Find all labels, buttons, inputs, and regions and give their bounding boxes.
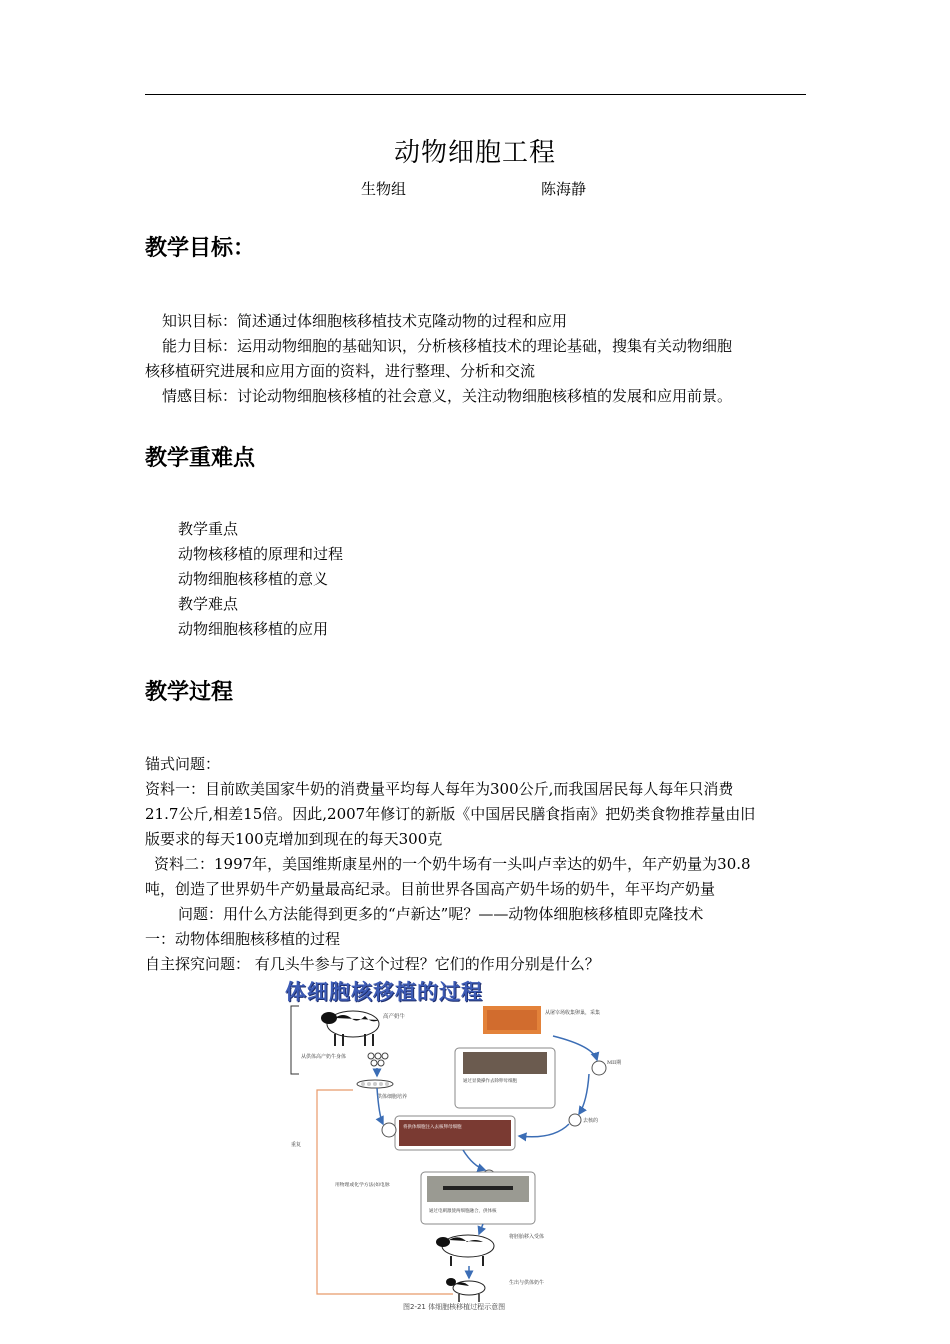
author-group: 生物组 — [361, 180, 407, 198]
keypoint-item: 教学难点 — [178, 595, 239, 613]
calf-icon — [446, 1278, 485, 1302]
header-rule — [145, 94, 806, 95]
arrow-shape — [519, 1124, 569, 1137]
objectives-heading: 教学目标： — [145, 236, 256, 261]
nuclear-transfer-figure — [283, 976, 623, 1316]
objective-ability-cont: 核移植研究进展和应用方面的资料，进行整理、分析和交流 — [145, 362, 536, 380]
culture-dish-icon — [357, 1080, 393, 1088]
label-transfer: 将胚胎移入受体 — [509, 1234, 545, 1240]
label-inject: 将供体细胞注入去核卵母细胞 — [403, 1125, 462, 1130]
author-name: 陈海静 — [541, 180, 587, 198]
label-oocyte-source: 从屠宰场收集卵巢，采集 — [545, 1010, 601, 1016]
process-line: 资料二：1997年，美国维斯康星州的一个奶牛场有一头叫卢幸达的奶牛，年产奶量为30.8 — [154, 855, 751, 873]
objective-ability: 能力目标：运用动物细胞的基础知识，分析核移植技术的理论基础，搜集有关动物细胞 — [162, 337, 733, 355]
label-side-note: 重复 — [291, 1142, 302, 1148]
enucleation-photo — [463, 1052, 547, 1074]
bracket-shape — [291, 1006, 299, 1074]
process-line: 自主探究问题： 有几头牛参与了这个过程？它们的作用分别是什么？ — [145, 955, 600, 973]
process-line: 吨，创造了世界奶牛产奶量最高纪录。目前世界各国高产奶牛场的奶牛，年平均产奶量 — [145, 880, 716, 898]
process-line: 版要求的每天100克增加到现在的每天300克 — [145, 830, 443, 848]
figure-caption: 图2-21 体细胞核移植过程示意图 — [403, 1303, 506, 1311]
donor-cells-icon — [368, 1053, 388, 1066]
keypoint-item: 动物核移植的原理和过程 — [178, 545, 344, 563]
mii-oocyte-icon — [592, 1061, 606, 1075]
process-heading: 教学过程 — [145, 680, 234, 705]
process-line: 资料一：目前欧美国家牛奶的消费量平均每人每年为300公斤,而我国居民每人每年只消费 — [145, 780, 734, 798]
keypoint-item: 教学重点 — [178, 520, 239, 538]
objectives-block — [145, 309, 810, 409]
label-calf: 生出与供体奶牛 — [509, 1280, 545, 1286]
arrow-shape — [479, 1224, 483, 1234]
label-enucleated: 去核的 — [583, 1118, 599, 1124]
figure-diagram — [283, 976, 623, 1316]
label-donor-cells: 从供体高产奶牛身体 — [301, 1054, 347, 1060]
arrow-shape — [553, 1036, 597, 1060]
injection-photo — [399, 1120, 511, 1146]
process-line: 锚式问题： — [145, 755, 221, 773]
label-fuse: 用物理或化学方法(如电脉 — [335, 1183, 390, 1188]
process-line: 问题：用什么方法能得到更多的“卢新达”呢？——动物体细胞核移植即克隆技术 — [178, 905, 704, 923]
document-title: 动物细胞工程 — [393, 138, 556, 168]
label-culture: 供体细胞培养 — [377, 1094, 408, 1100]
figure-title: 体细胞核移植的过程 — [285, 980, 483, 1004]
arrow-shape — [463, 1150, 485, 1170]
objective-knowledge: 知识目标：简述通过体细胞核移植技术克隆动物的过程和应用 — [162, 312, 568, 330]
keypoint-item: 动物细胞核移植的应用 — [178, 620, 329, 638]
donor-cow-icon — [321, 1011, 379, 1046]
keypoints-block — [178, 517, 778, 642]
objective-emotion: 情感目标：讨论动物细胞核移植的社会意义，关注动物细胞核移植的发展和应用前景。 — [162, 387, 733, 405]
label-embryo: 通过电刺激使两细胞融合，供体核 — [429, 1209, 497, 1214]
process-line: 一：动物体细胞核移植的过程 — [145, 930, 341, 948]
enucleated-oocyte-icon — [569, 1114, 581, 1126]
process-line: 21.7公斤,相差15倍。因此,2007年修订的新版《中国居民膳食指南》把奶类食物推荐量由旧 — [145, 805, 756, 823]
surrogate-cow-icon — [436, 1235, 494, 1266]
arrow-shape — [579, 1074, 589, 1114]
process-block — [145, 752, 810, 977]
label-donor-cow: 高产奶牛 — [383, 1014, 406, 1020]
label-mii: MII期 — [607, 1060, 622, 1066]
label-enucleate: 通过显微操作去除卵母细胞 — [463, 1079, 517, 1084]
keypoints-heading: 教学重难点 — [145, 446, 256, 471]
keypoint-item: 动物细胞核移植的意义 — [178, 570, 329, 588]
